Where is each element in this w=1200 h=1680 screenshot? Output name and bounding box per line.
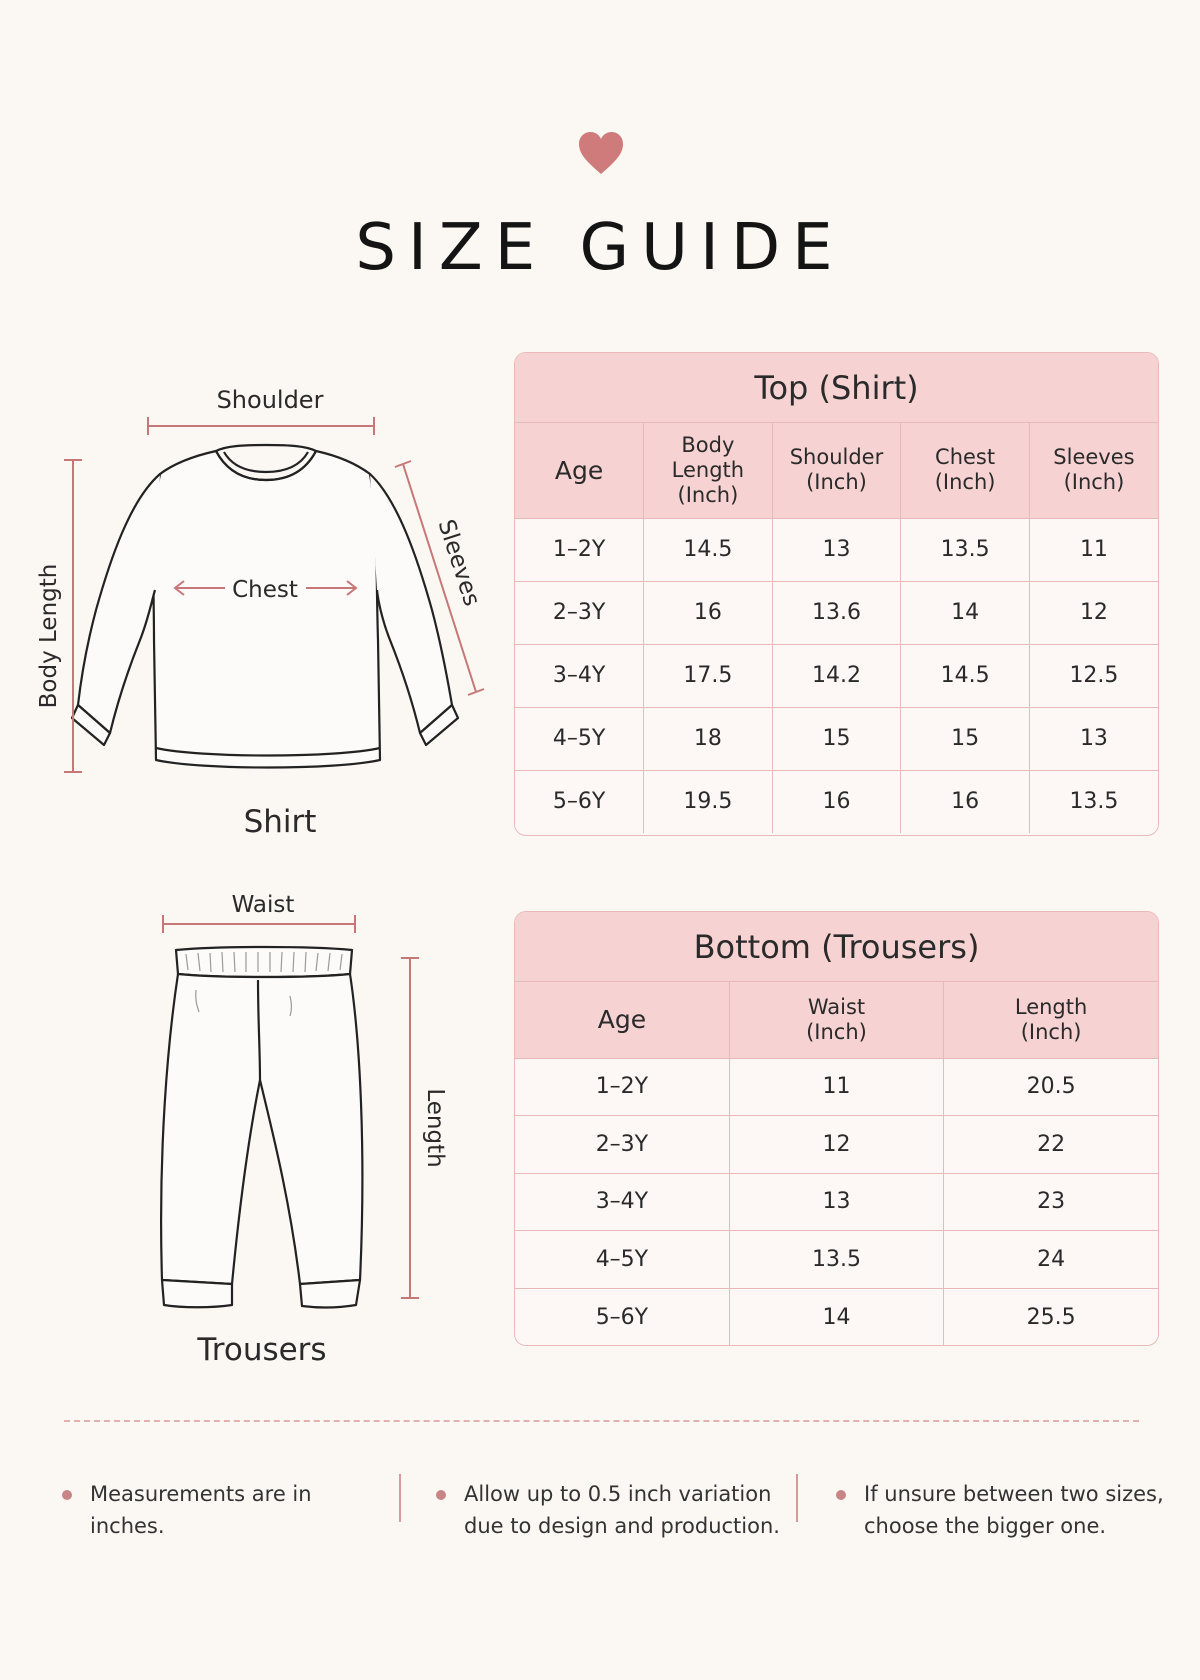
table-row bbox=[515, 1231, 1158, 1289]
table-cell: 13 bbox=[1029, 707, 1158, 770]
table-row bbox=[515, 1173, 1158, 1231]
dashed-divider bbox=[64, 1420, 1139, 1422]
table-cell: 25.5 bbox=[944, 1288, 1158, 1346]
table-row bbox=[515, 581, 1158, 644]
table-cell: 5–6Y bbox=[515, 770, 644, 833]
table-cell: 3–4Y bbox=[515, 1173, 729, 1231]
top-table-header-row bbox=[515, 423, 1158, 518]
note-text: If unsure between two sizes, choose the bigger one. bbox=[864, 1482, 1164, 1538]
header-age: Age bbox=[515, 982, 729, 1058]
table-cell: 11 bbox=[1029, 518, 1158, 581]
bullet-dot-icon bbox=[836, 1490, 846, 1500]
table-cell: 15 bbox=[772, 707, 901, 770]
table-row bbox=[515, 518, 1158, 581]
table-cell: 13.5 bbox=[901, 518, 1030, 581]
trousers-caption: Trousers bbox=[197, 1332, 327, 1368]
table-row bbox=[515, 644, 1158, 707]
header-sleeves: Sleeves (Inch) bbox=[1029, 423, 1158, 518]
header-chest: Chest (Inch) bbox=[901, 423, 1030, 518]
header-length: Length (Inch) bbox=[944, 982, 1158, 1058]
bullet-dot-icon bbox=[62, 1490, 72, 1500]
table-cell: 16 bbox=[901, 770, 1030, 833]
table-cell: 16 bbox=[644, 581, 773, 644]
table-row bbox=[515, 707, 1158, 770]
bottom-table-grid bbox=[515, 982, 1158, 1346]
note-item bbox=[62, 1478, 392, 1574]
header-waist: Waist (Inch) bbox=[729, 982, 943, 1058]
table-cell: 20.5 bbox=[944, 1058, 1158, 1116]
table-cell: 11 bbox=[729, 1058, 943, 1116]
header-age: Age bbox=[515, 423, 644, 518]
table-cell: 14 bbox=[901, 581, 1030, 644]
page-title: SIZE GUIDE bbox=[355, 211, 845, 285]
table-cell: 17.5 bbox=[644, 644, 773, 707]
table-cell: 4–5Y bbox=[515, 1231, 729, 1289]
table-cell: 4–5Y bbox=[515, 707, 644, 770]
table-cell: 1–2Y bbox=[515, 1058, 729, 1116]
table-cell: 14.2 bbox=[772, 644, 901, 707]
table-cell: 19.5 bbox=[644, 770, 773, 833]
table-row bbox=[515, 770, 1158, 833]
note-separator bbox=[796, 1474, 798, 1522]
header-body-length: Body Length (Inch) bbox=[644, 423, 773, 518]
table-cell: 14 bbox=[729, 1288, 943, 1346]
table-cell: 18 bbox=[644, 707, 773, 770]
table-cell: 5–6Y bbox=[515, 1288, 729, 1346]
heart-icon bbox=[577, 130, 625, 176]
note-text: Allow up to 0.5 inch variation due to design and production. bbox=[464, 1482, 780, 1538]
trousers-illustration bbox=[161, 947, 362, 1307]
header-shoulder: Shoulder (Inch) bbox=[772, 423, 901, 518]
table-cell: 12 bbox=[729, 1116, 943, 1174]
table-cell: 13.5 bbox=[729, 1231, 943, 1289]
table-cell: 13.6 bbox=[772, 581, 901, 644]
shirt-illustration bbox=[72, 445, 458, 768]
table-cell: 12 bbox=[1029, 581, 1158, 644]
note-separator bbox=[399, 1474, 401, 1522]
shoulder-label: Shoulder bbox=[216, 386, 324, 414]
top-size-table bbox=[514, 352, 1159, 836]
table-cell: 24 bbox=[944, 1231, 1158, 1289]
table-cell: 3–4Y bbox=[515, 644, 644, 707]
table-cell: 2–3Y bbox=[515, 1116, 729, 1174]
bottom-size-table bbox=[514, 911, 1159, 1346]
note-item bbox=[436, 1478, 796, 1574]
garment-illustrations bbox=[0, 0, 500, 1420]
table-cell: 16 bbox=[772, 770, 901, 833]
table-row bbox=[515, 1058, 1158, 1116]
bottom-table-title: Bottom (Trousers) bbox=[515, 912, 1158, 982]
sleeves-label: Sleeves bbox=[432, 516, 485, 610]
waist-label: Waist bbox=[231, 892, 295, 918]
table-cell: 13.5 bbox=[1029, 770, 1158, 833]
shirt-caption: Shirt bbox=[243, 804, 317, 840]
table-cell: 15 bbox=[901, 707, 1030, 770]
table-row bbox=[515, 1116, 1158, 1174]
body-length-label: Body Length bbox=[36, 563, 62, 709]
table-row bbox=[515, 1288, 1158, 1346]
table-cell: 13 bbox=[729, 1173, 943, 1231]
table-cell: 1–2Y bbox=[515, 518, 644, 581]
bullet-dot-icon bbox=[436, 1490, 446, 1500]
top-table-title: Top (Shirt) bbox=[515, 353, 1158, 423]
table-cell: 13 bbox=[772, 518, 901, 581]
bottom-table-header-row bbox=[515, 982, 1158, 1058]
note-item bbox=[836, 1478, 1166, 1574]
table-cell: 22 bbox=[944, 1116, 1158, 1174]
table-cell: 14.5 bbox=[901, 644, 1030, 707]
chest-label: Chest bbox=[232, 577, 298, 603]
table-cell: 23 bbox=[944, 1173, 1158, 1231]
table-cell: 2–3Y bbox=[515, 581, 644, 644]
table-cell: 14.5 bbox=[644, 518, 773, 581]
note-text: Measurements are in inches. bbox=[90, 1482, 312, 1538]
table-cell: 12.5 bbox=[1029, 644, 1158, 707]
length-label: Length bbox=[422, 1088, 448, 1168]
top-table-grid bbox=[515, 423, 1158, 833]
